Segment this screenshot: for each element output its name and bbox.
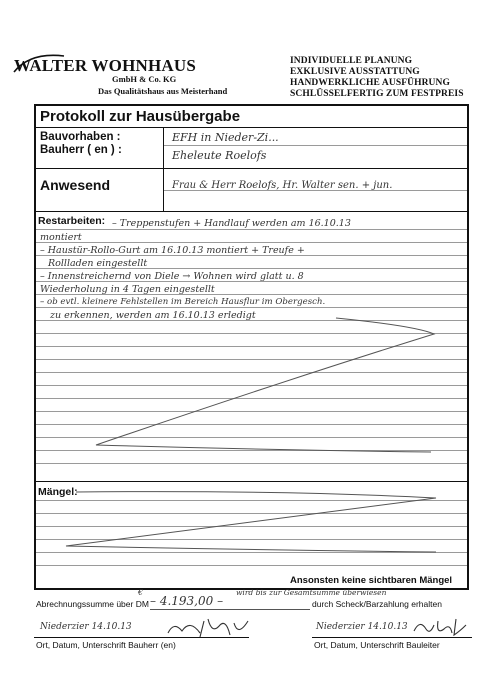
bauvorhaben-value: EFH in Nieder-Zi... bbox=[172, 131, 279, 144]
tagline-3: HANDWERKLICHE AUSFÜHRUNG bbox=[290, 78, 450, 88]
payment-note: wird bis zur Gesamtsumme überwiesen bbox=[236, 588, 387, 597]
logo-arc bbox=[10, 50, 68, 78]
anwesend-label: Anwesend bbox=[40, 177, 111, 193]
company-logo bbox=[14, 52, 244, 106]
ruled-line bbox=[36, 242, 467, 243]
bauleiter-sign-label: Ort, Datum, Unterschrift Bauleiter bbox=[314, 640, 440, 650]
divider bbox=[163, 128, 164, 168]
divider bbox=[34, 127, 469, 128]
divider bbox=[34, 168, 469, 169]
payment-amount: – 4.193,00 – bbox=[150, 594, 224, 608]
restarbeiten-line-8: zu erkennen, werden am 16.10.13 erledigt bbox=[50, 310, 256, 321]
divider bbox=[34, 481, 469, 482]
tagline-4: SCHLÜSSELFERTIG ZUM FESTPREIS bbox=[290, 89, 464, 99]
bauherr-place-date: Niederzier 14.10.13 bbox=[40, 622, 132, 632]
form-title: Protokoll zur Hausübergabe bbox=[40, 108, 241, 125]
amount-rule bbox=[150, 609, 310, 610]
tagline-1: INDIVIDUELLE PLANUNG bbox=[290, 56, 413, 66]
restarbeiten-line-1: – Treppenstufen + Handlauf werden am 16.10.13 bbox=[112, 218, 351, 229]
restarbeiten-line-5: – Innenstreichernd von Diele → Wohnen wird glatt u. 8 bbox=[40, 271, 304, 282]
restarbeiten-label: Restarbeiten: bbox=[38, 215, 106, 227]
tagline-2: EXKLUSIVE AUSSTATTUNG bbox=[290, 67, 420, 77]
company-slogan: Das Qualitätshaus aus Meisterhand bbox=[98, 86, 228, 96]
signature-rule bbox=[34, 637, 249, 638]
ruled-line bbox=[36, 229, 467, 230]
restarbeiten-line-2: montiert bbox=[40, 232, 82, 243]
restarbeiten-line-6: Wiederholung in 4 Tagen eingestellt bbox=[40, 284, 215, 295]
currency-mark: € bbox=[138, 588, 144, 597]
field-rule bbox=[164, 145, 467, 146]
void-strike-mark bbox=[36, 488, 467, 568]
payment-suffix: durch Scheck/Barzahlung erhalten bbox=[312, 599, 442, 609]
bauherr-signature bbox=[164, 615, 264, 643]
divider bbox=[34, 211, 469, 212]
bauvorhaben-label: Bauvorhaben : bbox=[40, 131, 121, 143]
payment-label: Abrechnungssumme über DM bbox=[36, 599, 149, 609]
anwesend-value: Frau & Herr Roelofs, Hr. Walter sen. + jun. bbox=[172, 180, 393, 191]
restarbeiten-line-3: – Haustür-Rollo-Gurt am 16.10.13 montiert + Treufe + bbox=[40, 245, 305, 256]
bauherr-label: Bauherr ( en ) : bbox=[40, 144, 122, 156]
no-defects-text: Ansonsten keine sichtbaren Mängel bbox=[290, 575, 453, 586]
bauleiter-place-date: Niederzier 14.10.13 bbox=[316, 622, 408, 632]
void-strike-mark bbox=[36, 310, 467, 470]
maengel-label: Mängel: bbox=[38, 486, 78, 498]
bauherr-sign-label: Ort, Datum, Unterschrift Bauherr (en) bbox=[36, 640, 176, 650]
bauherr-value: Eheleute Roelofs bbox=[172, 149, 267, 162]
company-form: GmbH & Co. KG bbox=[112, 74, 177, 84]
ruled-line bbox=[36, 307, 467, 308]
company-name: WALTER WOHNHAUS bbox=[14, 56, 197, 75]
restarbeiten-line-4: Rollladen eingestellt bbox=[48, 258, 148, 269]
restarbeiten-line-7: – ob evtl. kleinere Fehlstellen im Bereich Hausflur im Obergesch. bbox=[40, 297, 326, 307]
signature-rule bbox=[312, 637, 472, 638]
